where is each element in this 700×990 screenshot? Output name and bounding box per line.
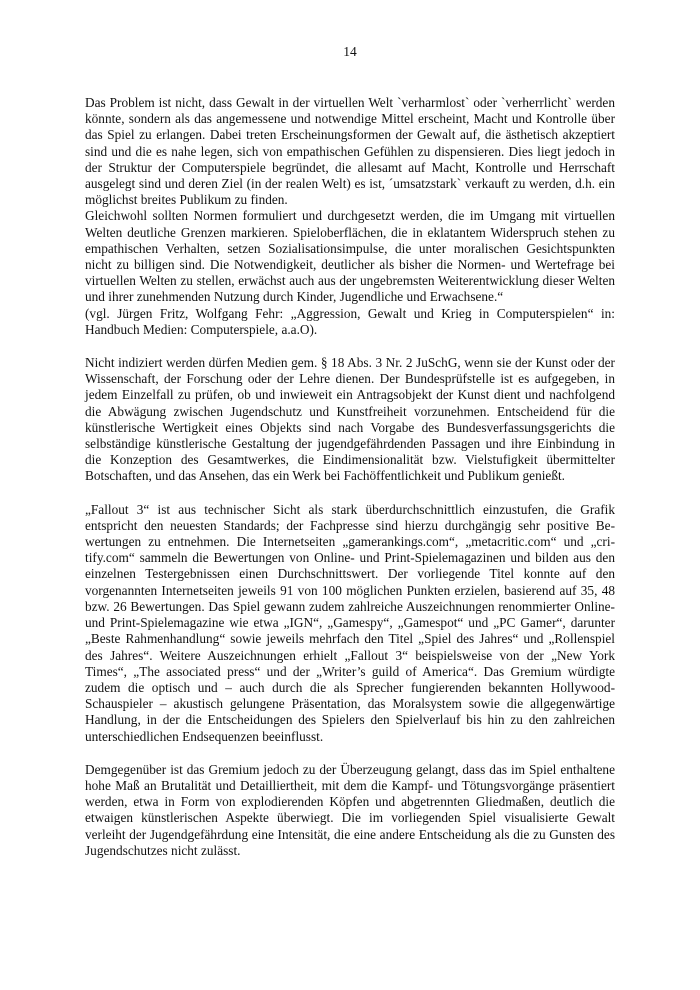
quote-paragraph-norms: Gleichwohl sollten Normen formuliert und durchgesetzt werden, die im Umgang mit virtuellen Welten deutliche Grenzen markieren. Spieloberflächen, die in eklatantem Widerspruch stehen zu empathischen Verhalten, setzen Sozialisationsimpulse, die unter moralischen Gesichtspunkten nicht zu billigen sind. Die Notwendigkeit, deutlicher als bisher die Normen- und Wertefrage bei virtuellen Welten zu stellen, erwächst auch aus der ungebremsten Weiterentwicklung dieser Welten und ihrer zunehmenden Nutzung durch Kinder, Jugendliche und Erwachsene.“ [85, 208, 615, 305]
paragraph-conclusion: Demgegenüber ist das Gremium jedoch zu der Überzeugung gelangt, dass das im Spiel enthaltene hohe Maß an Brutalität und Detailliertheit, mit dem die Kampf- und Tötungsvorgänge präsentiert werden, etwa in Form von explodierenden Köpfen und abgetrennten Gliedmaßen, deutlich die etwaigen künstlerischen Aspekte überwiegt. Die im vorliegenden Spiel visualisierte Gewalt verleiht der Jugendgefährdung eine Intensität, die eine andere Entscheidung als die zu Gunsten des Jugendschutzes nicht zulässt. [85, 761, 615, 858]
quote-paragraph-power-control: Das Problem ist nicht, dass Gewalt in der virtuellen Welt `verharmlost` oder `verherrlicht` werden könnte, sondern als das angemessene und notwendige Mittel erscheint, Macht und Kontrolle über das Spiel zu erlangen. Dabei treten Erscheinungsformen der Gewalt auf, die ästhetisch akzeptiert sind und die es nahe legen, sich von empathischen Gefühlen zu dispensieren. Dies liegt jedoch in der Struktur der Computerspiele begründet, die allesamt auf Macht, Kontrolle und Herrschaft ausgelegt sind und deren Ziel (in der realen Welt) es ist, ´umsatzstark` verkauft zu werden, d.h. ein möglichst breites Publikum zu finden. [85, 95, 615, 208]
quote-citation: (vgl. Jürgen Fritz, Wolfgang Fehr: „Aggression, Gewalt und Krieg in Computerspielen“ in: Handbuch Medien: Computerspiele, a.a.O). [85, 305, 615, 337]
paragraph-spacer [85, 745, 615, 762]
page-number: 14 [343, 44, 357, 59]
paragraph-art-exemption: Nicht indiziert werden dürfen Medien gem. § 18 Abs. 3 Nr. 2 JuSchG, wenn sie der Kunst oder der Wissenschaft, der Forschung oder der Lehre dienen. Der Bundesprüfstelle ist es aufgegeben, in jedem Einzelfall zu prüfen, ob und inwieweit ein Antragsobjekt der Kunst dient und nachfolgend die Abwägung zwischen Jugendschutz und Kunstfreiheit vorzunehmen. Entscheidend für die künstlerische Wertigkeit eines Objekts sind nach Vorgabe des Bundesverfassungsgerichts die selbständige künstlerische Gestaltung der jugendgefährdenden Passagen und ihre Einbindung in die Konzeption des Gesamtwerkes, die Eindimensionalität bzw. Vielstufigkeit übermittelter Botschaften, und das Ansehen, das ein Werk bei Fachöffentlichkeit und Publikum genießt. [85, 355, 615, 484]
paragraph-spacer [85, 485, 615, 502]
paragraph-fallout-3-assessment: „Fallout 3“ ist aus technischer Sicht als stark überdurchschnittlich einzustufen, die Grafik entspricht den neuesten Standards; der Fachpresse sind hierzu durchgängig sehr positive Bewertungen zu entnehmen. Die Internetseiten „gamerankings.com“, „metacritic.com“ und „critify.com“ sammeln die Bewertungen von Online- und Print-Spielemagazinen und bilden aus den einzelnen Testergebnissen einen Durchschnittswert. Der vorliegende Titel konnte auf den vorgenannten Internetseiten jeweils 91 von 100 möglichen Punkten erzielen, basierend auf 35, 48 bzw. 26 Bewertungen. Das Spiel gewann zudem zahlreiche Auszeichnungen renommierter Online- und Print-Spielemagazine wie etwa „IGN“, „Gamespy“, „Gamespot“ und „PC Gamer“, darunter „Beste Rahmenhandlung“ sowie jeweils mehrfach den Titel „Spiel des Jahres“ und „Rollenspiel des Jahres“. Weitere Auszeichnungen erhielt „Fallout 3“ beispielsweise von der „New York Times“, „The associated press“ und der „Writer’s guild of America“. Das Gremium würdigte zudem die optisch und – auch durch die als Sprecher fungierenden bekannten Hollywood-Schauspieler – akustisch gelungene Präsentation, das Moralsystem sowie die allgegenwärtige Handlung, in der die Entscheidungen des Spielers den Spielverlauf bis hin zu den zahlreichen unterschiedlichen Endsequenzen beeinflusst. [85, 501, 615, 744]
paragraph-spacer [85, 338, 615, 355]
document-body [85, 95, 615, 859]
